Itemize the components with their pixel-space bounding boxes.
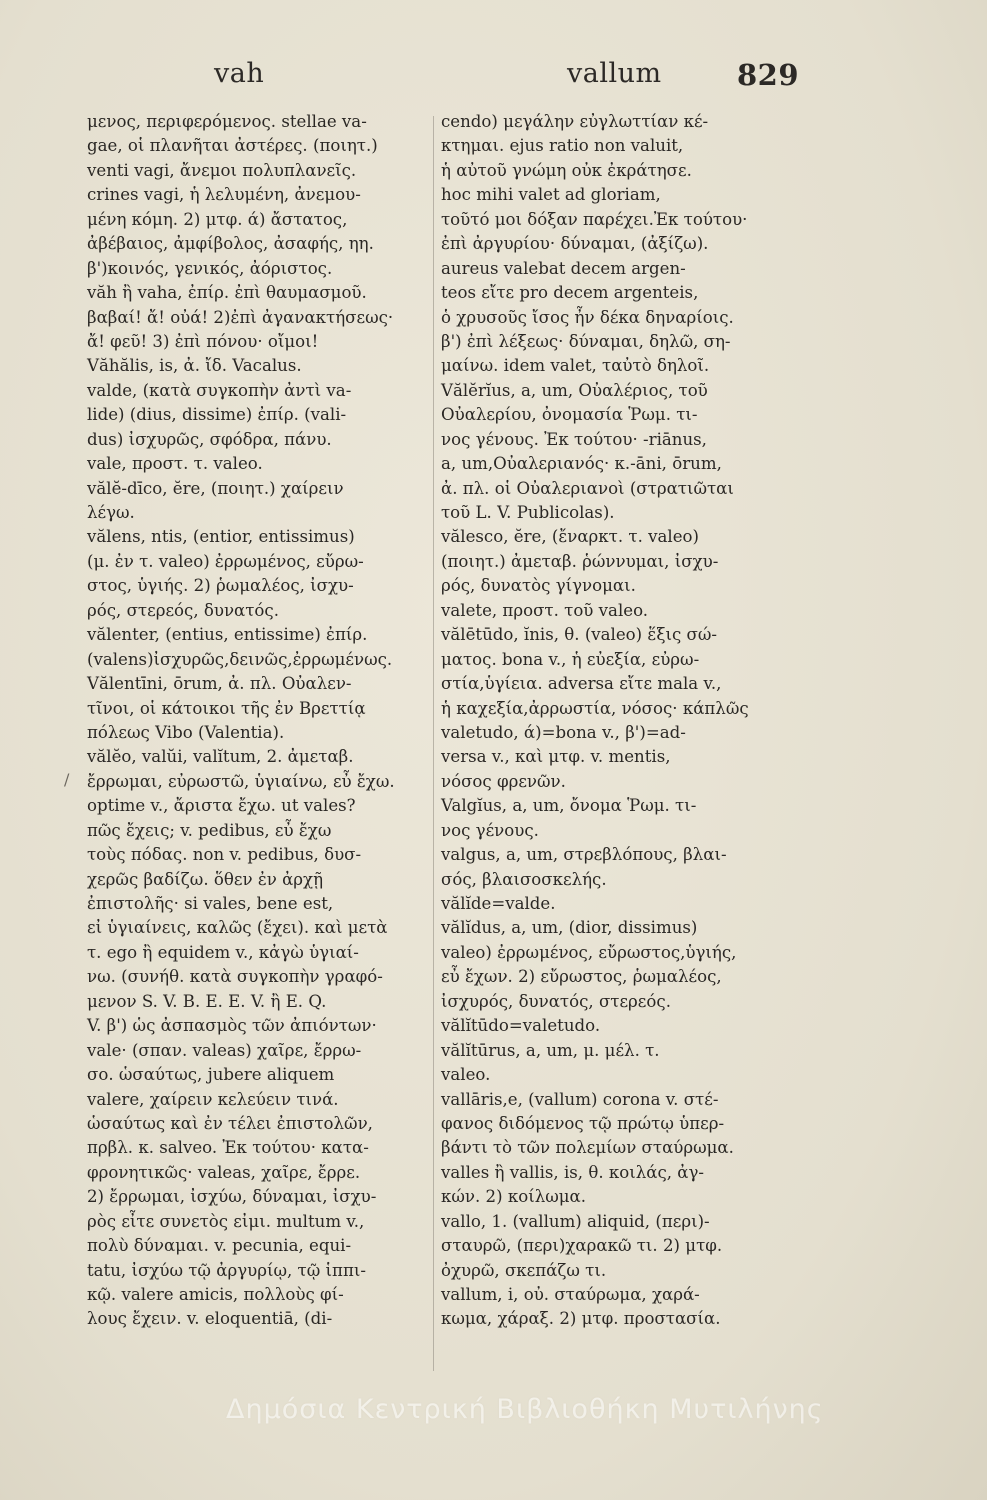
entry-line: νω. (συνήθ. κατὰ συγκοπὴν γραφό- — [87, 967, 383, 987]
entry-line: Vălĕrĭus, a, um, Οὐαλέριος, τοῦ — [441, 380, 708, 400]
entry-line: vălĕ-dīco, ĕre, (ποιητ.) χαίρειν — [87, 478, 344, 498]
entry-line: ρός, στερεός, δυνατός. — [87, 600, 279, 620]
entry-line: τοῦ L. V. Publicolas). — [441, 503, 615, 522]
entry-line: vallo, 1. (vallum) aliquid, (περι)- — [441, 1211, 710, 1231]
entry-line: vallum, i, οὐ. σταύρωμα, χαρά- — [441, 1285, 700, 1304]
library-watermark: Δημόσια Κεντρική Βιβλιοθήκη Μυτιλήνης — [226, 1394, 824, 1425]
entry-line: vălĭde=valde. — [441, 894, 556, 913]
entry-line: ἡ αὐτοῦ γνώμη οὐκ ἐκράτησε. — [441, 160, 692, 180]
entry-line: Valgĭus, a, um, ὄνομα Ῥωμ. τι- — [441, 796, 697, 816]
entry-line: τοὺς πόδας. non v. pedibus, δυσ- — [87, 845, 362, 865]
entry-line: teos εἴτε pro decem argenteis, — [441, 283, 699, 303]
entry-line: valere, χαίρειν κελεύειν τινά. — [87, 1089, 339, 1109]
entry-line: V. β') ὡς ἀσπασμὸς τῶν ἀπιόντων· — [87, 1016, 377, 1036]
entry-line: hoc mihi valet ad gloriam, — [441, 185, 661, 205]
entry-line: μαίνω. idem valet, ταὐτὸ δηλοῖ. — [441, 356, 710, 376]
entry-line: vale· (σπαν. valeas) χαῖρε, ἔρρω- — [87, 1040, 362, 1060]
entry-line: vălĭtūdo=valetudo. — [441, 1016, 601, 1036]
entry-line: πρβλ. κ. salveo. Ἐκ τούτου· κατα- — [87, 1138, 369, 1158]
entry-line: văh ἢ vaha, ἐπίρ. ἐπὶ θαυμασμοῦ. — [87, 283, 367, 303]
entry-line: ἀ. πλ. οἱ Οὐαλεριανοὶ (στρατιῶται — [441, 478, 734, 498]
entry-line: lide) (dius, dissime) ἐπίρ. (vali- — [87, 405, 347, 425]
entry-line: τοῦτό μοι δόξαν παρέχει.Ἐκ τούτου· — [441, 209, 748, 229]
entry-line: εἰ ὑγιαίνεις, καλῶς (ἔχει). καὶ μετὰ — [87, 918, 388, 938]
entry-line: κών. 2) κοίλωμα. — [441, 1187, 587, 1207]
entry-line: valete, προστ. τοῦ valeo. — [441, 600, 649, 620]
entry-line: φανος διδόμενος τῷ πρώτῳ ὑπερ- — [441, 1113, 725, 1133]
entry-line: τ. ego ἢ equidem v., κἀγὼ ὑγιαί- — [87, 942, 359, 962]
entry-line: κῷ. valere amicis, πολλοὺς φί- — [87, 1285, 344, 1304]
entry-line: optime v., ἄριστα ἔχω. ut vales? — [87, 796, 356, 816]
entry-line: βάντι τὸ τῶν πολεμίων σταύρωμα. — [441, 1138, 734, 1158]
entry-line: πολὺ δύναμαι. v. pecunia, equi- — [87, 1236, 352, 1256]
entry-line: (ποιητ.) ἀμεταβ. ῥώννυμαι, ἰσχυ- — [441, 551, 719, 571]
entry-line: ὁ χρυσοῦς ἴσος ἦν δέκα δηναρίοις. — [441, 307, 734, 327]
entry-line: μενον S. V. B. E. E. V. ἢ E. Q. — [87, 991, 327, 1011]
entry-line: λέγω. — [87, 503, 135, 522]
margin-mark: / — [64, 770, 70, 789]
entry-line: cendo) μεγάλην εὐγλωττίαν κέ- — [441, 112, 709, 131]
entry-line: πῶς ἔχεις; v. pedibus, εὖ ἔχω — [87, 820, 332, 840]
header-right-guide-word: vallum — [567, 58, 662, 89]
entry-line: vălētūdo, ĭnis, θ. (valeo) ἕξις σώ- — [441, 625, 718, 645]
page-number: 829 — [737, 58, 800, 92]
entry-line: vallāris,e, (vallum) corona v. στέ- — [441, 1089, 719, 1109]
entry-line: vălĕo, valŭi, valĭtum, 2. ἀμεταβ. — [87, 747, 354, 767]
entry-line: dus) ἰσχυρῶς, σφόδρα, πάνυ. — [87, 429, 332, 449]
entry-line: ὀχυρῶ, σκεπάζω τι. — [441, 1260, 607, 1280]
entry-line: ἄ! φεῦ! 3) ἐπὶ πόνου· οἴμοι! — [87, 331, 319, 351]
entry-line: σός, βλαισοσκελής. — [441, 869, 607, 889]
right-column — [441, 110, 816, 1332]
entry-line: μενος, περιφερόμενος. stellae va- — [87, 112, 367, 131]
entry-line: ἀβέβαιος, ἀμφίβολος, ἀσαφής, ηη. — [87, 234, 374, 254]
entry-line: ἡ καχεξία,ἀρρωστία, νόσος· κάπλῶς — [441, 698, 749, 718]
entry-line: μένη κόμη. 2) μτφ. ά) ἄστατος, — [87, 209, 348, 229]
entry-line: χερῶς βαδίζω. ὅθεν ἐν ἀρχῇ — [87, 869, 324, 889]
entry-line: valetudo, ά)=bona v., β')=ad- — [441, 722, 686, 742]
entry-line: νος γένους. — [441, 820, 539, 840]
entry-line: Văhălis, is, ἀ. ἴδ. Vacalus. — [87, 356, 302, 376]
entry-line: gae, οἱ πλανῆται ἀστέρες. (ποιητ.) — [87, 136, 378, 156]
entry-line: πόλεως Vibo (Valentia). — [87, 722, 285, 742]
entry-line: vale, προστ. τ. valeo. — [87, 454, 263, 474]
entry-line: venti vagi, ἄνεμοι πολυπλανεῖς. — [87, 160, 357, 180]
entry-line: σο. ὡσαύτως, jubere aliquem — [87, 1065, 335, 1085]
entry-line: vălĭtūrus, a, um, μ. μέλ. τ. — [441, 1040, 660, 1060]
entry-line: aureus valebat decem argen- — [441, 258, 686, 278]
entry-line: νόσος φρενῶν. — [441, 771, 566, 791]
entry-line: versa v., καὶ μτφ. v. mentis, — [441, 747, 671, 767]
entry-line: β')κοινός, γενικός, ἀόριστος. — [87, 258, 333, 278]
entry-line: valeo) ἐρρωμένος, εὔρωστος,ὑγιής, — [441, 942, 737, 962]
entry-line: εὖ ἔχων. 2) εὔρωστος, ῥωμαλέος, — [441, 967, 722, 987]
entry-line: ἰσχυρός, δυνατός, στερεός. — [441, 991, 671, 1011]
entry-line: νος γένους. Ἐκ τούτου· -riānus, — [441, 429, 707, 449]
entry-line: στία,ὑγίεια. adversa εἴτε mala v., — [441, 674, 722, 694]
entry-line: ρὸς εἶτε συνετὸς εἰμι. multum v., — [87, 1211, 365, 1231]
column-divider — [433, 116, 434, 1371]
entry-line: Οὐαλερίου, ὀνομασία Ῥωμ. τι- — [441, 405, 698, 425]
entry-line: valgus, a, um, στρεβλόπους, βλαι- — [441, 845, 727, 865]
entry-line: crines vagi, ἡ λελυμένη, ἀνεμου- — [87, 185, 361, 205]
entry-line: valde, (κατὰ συγκοπὴν ἀντὶ va- — [87, 380, 352, 400]
entry-line: vălenter, (entius, entissime) ἐπίρ. — [87, 625, 368, 645]
entry-line: valles ἢ vallis, is, θ. κοιλάς, ἀγ- — [441, 1162, 705, 1182]
entry-line: τῖνοι, οἱ κάτοικοι τῆς ἐν Βρεττίᾳ — [87, 698, 366, 718]
entry-line: ὡσαύτως καὶ ἐν τέλει ἐπιστολῶν, — [87, 1113, 373, 1133]
entry-line: vălesco, ĕre, (ἔναρκτ. τ. valeo) — [441, 527, 699, 547]
entry-line: β') ἐπὶ λέξεως· δύναμαι, δηλῶ, ση- — [441, 331, 731, 351]
entry-line: κωμα, χάραξ. 2) μτφ. προστασία. — [441, 1309, 721, 1329]
entry-line: βαβαί! ἄ! οὐά! 2)ἐπὶ ἀγανακτήσεως· — [87, 307, 394, 327]
entry-line: 2) ἔρρωμαι, ἰσχύω, δύναμαι, ἰσχυ- — [87, 1187, 377, 1207]
entry-line: a, um,Οὐαλεριανός· κ.-āni, ōrum, — [441, 454, 722, 474]
entry-line: (valens)ἰσχυρῶς,δεινῶς,ἐρρωμένως. — [87, 649, 393, 669]
entry-line: ματος. bona v., ἡ εὐεξία, εὐρω- — [441, 649, 700, 669]
entry-line: ἐπὶ ἀργυρίου· δύναμαι, (ἀξίζω). — [441, 234, 709, 254]
entry-line: φρονητικῶς· valeas, χαῖρε, ἔρρε. — [87, 1162, 361, 1182]
entry-line: ἔρρωμαι, εὐρωστῶ, ὑγιαίνω, εὖ ἔχω. — [87, 771, 395, 791]
entry-line: tatu, ἰσχύω τῷ ἀργυρίῳ, τῷ ἱππι- — [87, 1260, 366, 1280]
entry-line: λους ἔχειν. v. eloquentiā, (di- — [87, 1309, 333, 1329]
header-left-guide-word: vah — [214, 58, 265, 89]
entry-line: ρός, δυνατὸς γίγνομαι. — [441, 576, 636, 596]
left-column — [87, 110, 427, 1332]
entry-line: κτημαι. ejus ratio non valuit, — [441, 136, 684, 156]
entry-line: (μ. ἐν τ. valeo) ἐρρωμένος, εὔρω- — [87, 551, 364, 571]
entry-line: ἐπιστολῆς· si vales, bene est, — [87, 894, 334, 913]
entry-line: σταυρῶ, (περι)χαρακῶ τι. 2) μτφ. — [441, 1236, 723, 1256]
entry-line: vălĭdus, a, um, (dior, dissimus) — [441, 918, 698, 938]
entry-line: Vălentīni, ōrum, ἀ. πλ. Οὐαλεν- — [87, 674, 352, 694]
entry-line: στος, ὑγιής. 2) ῥωμαλέος, ἰσχυ- — [87, 576, 354, 596]
entry-line: vălens, ntis, (entior, entissimus) — [87, 527, 355, 547]
entry-line: valeo. — [441, 1065, 491, 1085]
